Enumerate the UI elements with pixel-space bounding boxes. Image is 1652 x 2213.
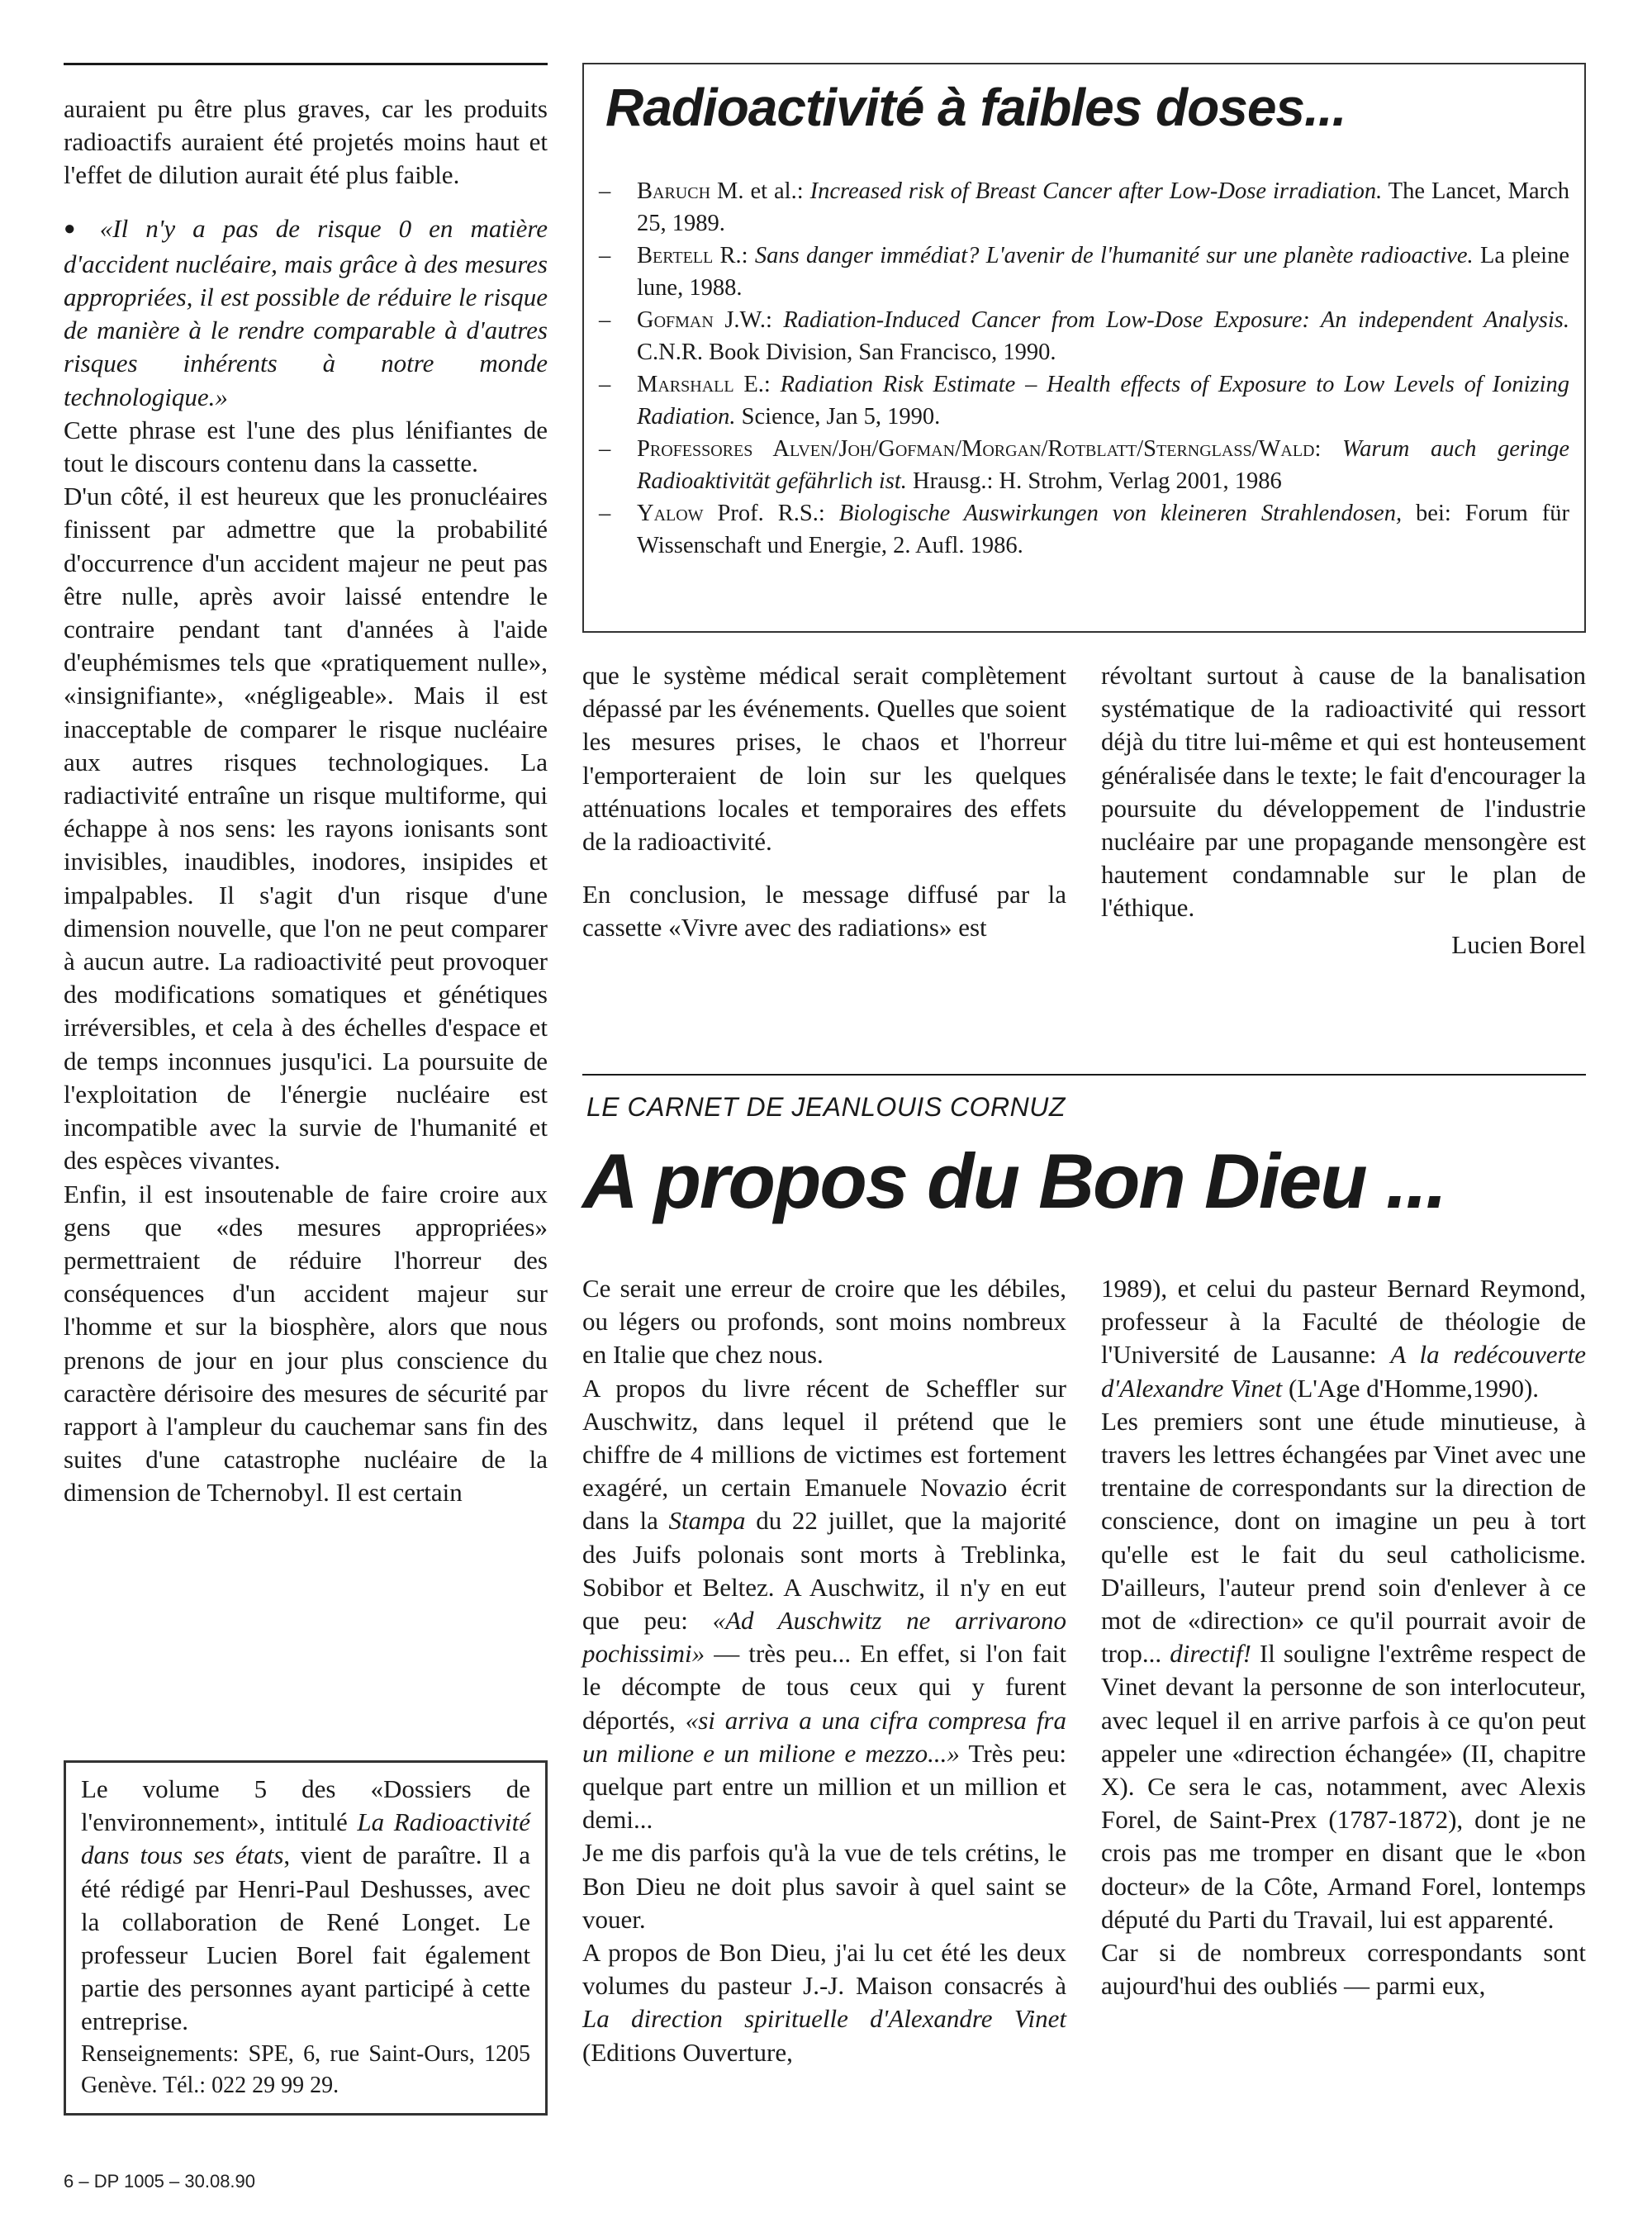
article2-paragraph-4: A propos de Bon Dieu, j'ai lu cet été les deux volumes du pasteur J.-J. Maison consacrés à La direction spirituelle d'Alexandre Vinet (Editions Ouverture, (582, 1938, 1066, 2067)
article2-paragraph-1: Ce serait une erreur de croire que les débiles, ou légers ou profonds, sont moins nombreux en Italie que chez nous. (582, 1274, 1066, 1370)
article2-paragraph-7: Car si de nombreux correspondants sont aujourd'hui des oubliés — parmi eux, (1101, 1938, 1586, 2001)
article1-column-2 (1101, 659, 1586, 962)
article2-paragraph-2: A propos du livre récent de Scheffler sur Auschwitz, dans lequel il prétend que le chiffre de 4 millions de victimes est fortement exagéré, un certain Emanuele Novazio écrit dans la Stampa du 22 juillet, que la majorité des Juifs polonais sont morts à Treblinka, Sobibor et Beltez. A Auschwitz, il n'y en eut que peu: «Ad Auschwitz ne arrivarono pochissimi» — très peu... En effet, si l'on fait le décompte de tous ceux qui y furent déportés, «si arriva a una cifra compresa fra un milione e un milione e mezzo...» Très peu: quelque part entre un million et un million et demi... (582, 1373, 1067, 1835)
reference-item: – Marshall E.: Radiation Risk Estimate – Health effects of Exposure to Low Levels of Ionizing Radiation. Science, Jan 5, 1990. (599, 368, 1569, 433)
article1-paragraph-2: En conclusion, le message diffusé par la cassette «Vivre avec des radiations» est (582, 880, 1066, 943)
reference-item: – Baruch M. et al.: Increased risk of Breast Cancer after Low-Dose irradiation. The Lancet, March 25, 1989. (599, 175, 1569, 240)
page-footer: 6 – DP 1005 – 30.08.90 (64, 2171, 256, 2192)
article2-headline: A propos du Bon Dieu ... (582, 1137, 1446, 1224)
article1-paragraph-1: que le système médical serait complètement dépassé par les événements. Quelles que soient les mesures prises, le chaos et l'horreur l'emporteraient de loin sur les quelques atténuations locales et temporaires des effets de la radioactivité. (582, 661, 1066, 857)
reference-item: – Yalow Prof. R.S.: Biologische Auswirkungen von kleineren Strahlendosen, bei: Forum für Wissenschaft und Energie, 2. Aufl. 1986. (599, 497, 1569, 562)
note-box (64, 1760, 548, 2116)
left-quote: ● «Il n'y a pas de risque 0 en matière d'accident nucléaire, mais grâce à des mesures appropriées, il est possible de réduire le risque de manière à le rendre comparable à d'autres risques inhérents à notre monde technologique.» (64, 212, 548, 414)
reference-item: – Bertell R.: Sans danger immédiat? L'avenir de l'humanité sur une planète radioactive. La pleine lune, 1988. (599, 240, 1569, 304)
article2-paragraph-3: Je me dis parfois qu'à la vue de tels crétins, le Bon Dieu ne doit plus savoir à quel saint se vouer. (582, 1838, 1066, 1934)
article2-column-1 (582, 1272, 1066, 2069)
left-continuation: auraient pu être plus graves, car les produits radioactifs auraient été projetés moins haut et l'effet de dilution aurait été plus faible. (64, 94, 548, 190)
article2-paragraph-5: 1989), et celui du pasteur Bernard Reymond, professeur à la Faculté de théologie de l'Université de Lausanne: A la redécouverte d'Alexandre Vinet (L'Age d'Homme,1990). (1101, 1274, 1586, 1403)
article1-column-1 (582, 659, 1066, 945)
references-box (582, 63, 1586, 633)
reference-item: – Gofman J.W.: Radiation-Induced Cancer from Low-Dose Exposure: An independent Analysis. C.N.R. Book Division, San Francisco, 1990. (599, 304, 1569, 368)
article1-paragraph-3: révoltant surtout à cause de la banalisation systématique de la radioactivité qui ressort déjà du titre lui-même et qui est honteusement généralisée dans le texte; le fait d'encourager la poursuite du développement de l'industrie nucléaire par une propagande mensongère est hautement condamnable sur le plan de l'éthique. (1101, 661, 1586, 923)
article2-column-2 (1101, 1272, 1586, 2002)
reference-item: – Professores Alven/Joh/Gofman/Morgan/Rotblatt/Sternglass/Wald: Warum auch geringe Radioaktivität gefährlich ist. Hrausg.: H. Strohm, Verlag 2001, 1986 (599, 433, 1569, 497)
article1-signature: Lucien Borel (1451, 929, 1586, 959)
article2-paragraph-6: Les premiers sont une étude minutieuse, à travers les lettres échangées par Vinet avec une trentaine de correspondants sur la direction de conscience, dont on imagine un peu à tort qu'elle est le fait du seul catholicisme. D'ailleurs, l'auteur prend soin d'enlever à ce mot de «direction» ce qu'il pourrait avoir de trop... directif! Il souligne l'extrême respect de Vinet devant la personne de son interlocuteur, avec lequel il en arrive parfois à ce qu'on peut appeler une «direction échangée» (II, chapitre X). Ce sera le cas, notamment, avec Alexis Forel, de Saint-Prex (1787-1872), dont je ne crois pas me tromper en disant que le «bon docteur» de la Côte, Armand Forel, lontemps député du Parti du Travail, lui est apparenté. (1101, 1406, 1587, 1934)
section-rule (582, 1074, 1586, 1076)
left-paragraph-3: Enfin, il est insoutenable de faire croire aux gens que «des mesures appropriées» permettraient de réduire l'horreur des conséquences d'un accident majeur sur l'homme et sur la biosphère, alors que nous prenons de jour en jour plus conscience du caractère dérisoire des mesures de sécurité par rapport à l'ampleur du cauchemar sans fin des suites d'une catastrophe nucléaire de la dimension de Tchernobyl. Il est certain (64, 1179, 548, 1508)
article2-kicker: LE CARNET DE JEANLOUIS CORNUZ (586, 1092, 1066, 1122)
left-column (64, 93, 548, 1510)
note-info: Renseignements: SPE, 6, rue Saint-Ours, 1205 Genève. Tél.: 022 29 99 29. (81, 2040, 530, 2098)
top-rule (64, 63, 548, 65)
left-paragraph-2: D'un côté, il est heureux que les pronucléaires finissent par admettre que la probabilité d'occurrence d'un accident majeur ne peut pas être nulle, après avoir laissé entendre le contraire pendant tant d'années à l'aide d'euphémismes tels que «pratiquement nulle», «insignifiante», «négligeable». Mais il est inacceptable de comparer le risque nucléaire aux autres risques technologiques. La radiactivité entraîne un risque multiforme, qui échappe à nos sens: les rayons ionisants sont invisibles, inaudibles, inodores, insipides et impalpables. Il s'agit d'un risque d'une dimension nouvelle, que l'on ne peut comparer à aucun autre. La radioactivité peut provoquer des modifications somatiques et génétiques irréversibles, et cela à des échelles d'espace et de temps inconnues jusqu'ici. La poursuite de l'exploitation de l'énergie nucléaire est incompatible avec la survie de l'humanité et des espèces vivantes. (64, 482, 548, 1175)
references-title: Radioactivité à faibles doses... (605, 78, 1346, 137)
note-text: Le volume 5 des «Dossiers de l'environnement», intitulé La Radioactivité dans tous ses états, vient de paraître. Il a été rédigé par Henri-Paul Deshusses, avec la collaboration de René Longet. Le professeur Lucien Borel fait également partie des personnes ayant participé à cette entreprise. (81, 1774, 530, 2036)
references-list (599, 175, 1569, 562)
left-paragraph-1: Cette phrase est l'une des plus lénifiantes de tout le discours contenu dans la cassette. (64, 415, 548, 478)
